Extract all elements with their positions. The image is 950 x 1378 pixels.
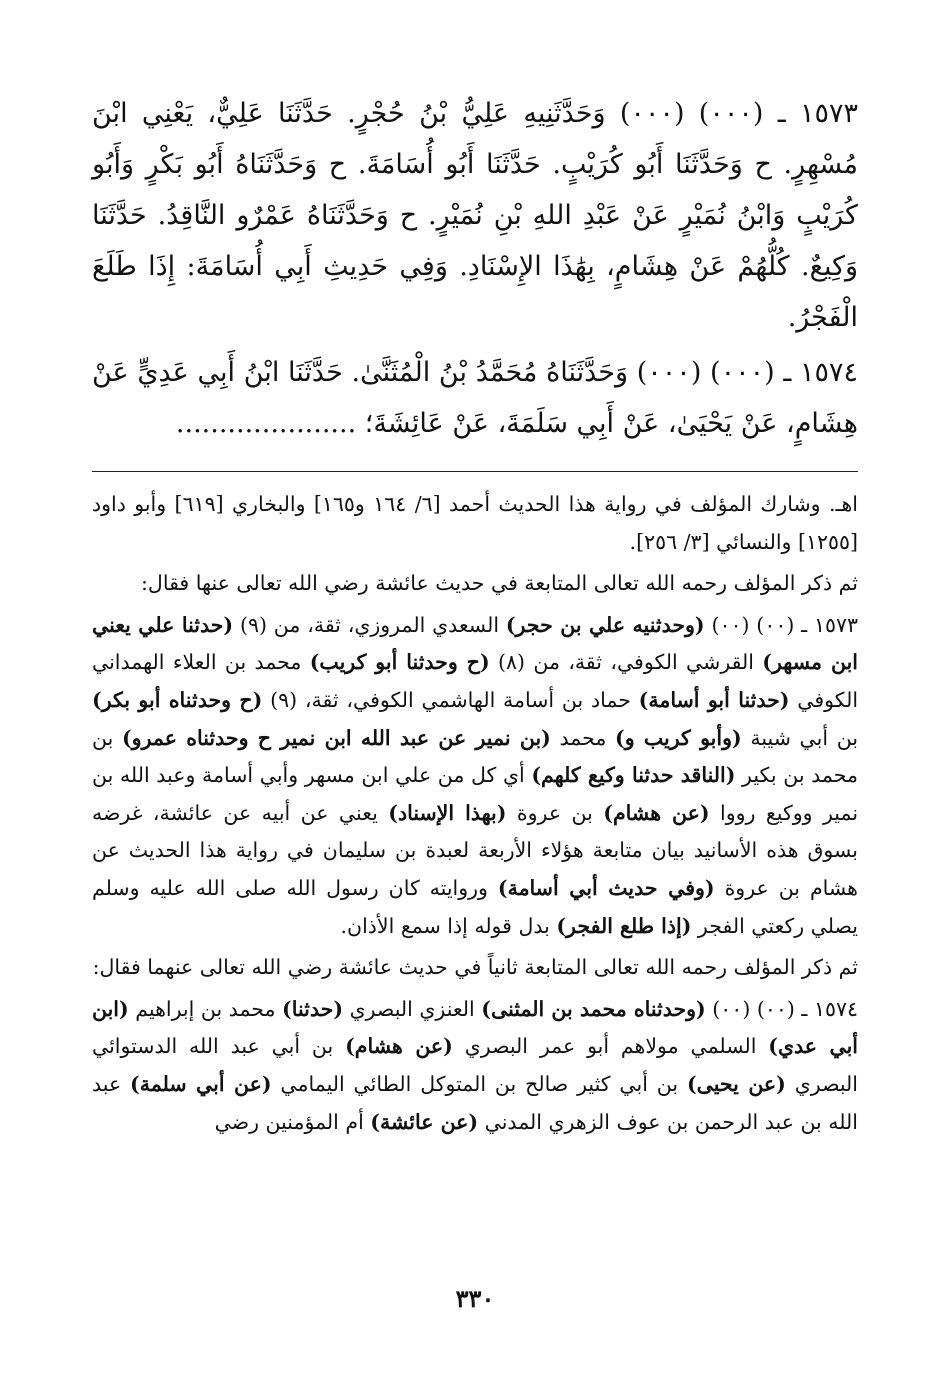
commentary-paragraph-2: ثم ذكر المؤلف رحمه الله تعالى المتابعة في حديث عائشة رضي الله تعالى عنها فقال:	[141, 571, 858, 596]
comm-quote: (حدثنا علي يعني ابن مسهر)	[92, 612, 859, 675]
continuation-dots: .....................	[175, 408, 357, 439]
comm-text: يعني عن أبيه عن عائشة، غرضه بسوق هذه الأسانيد بيان متابعة هؤلاء الأربعة لعبدة بن سليمان في رواية هذا الحديث عن هشام بن عروة	[92, 800, 858, 900]
comm-quote: (عن هشام)	[345, 1034, 453, 1059]
commentary-paragraph-4: ثم ذكر المؤلف رحمه الله تعالى المتابعة ثانياً في حديث عائشة رضي الله تعالى عنهما فقال:	[92, 955, 858, 980]
comm-quote: (عن يحيى)	[686, 1071, 786, 1096]
comm-text: أي كل من علي ابن مسهر وأبي أسامة وعبد الله بن نمير ووكيع رووا	[92, 763, 859, 825]
comm-text: ١٥٧٣ ـ (٠٠) (٠٠)	[704, 612, 859, 637]
commentary-paragraph-1: اهـ. وشارك المؤلف في رواية هذا الحديث أحمد [٦/ ١٦٤ و١٦٥] والبخاري [٦١٩] وأبو داود [١٢٥٥] والنسائي [٣/ ٢٥٦].	[92, 492, 858, 554]
comm-quote: (حدثنا)	[282, 996, 344, 1021]
comm-quote: (الناقد حدثنا وكيع كلهم)	[531, 763, 736, 788]
comm-quote: (وأبو كريب و)	[615, 725, 742, 750]
comm-text: بن عروة	[506, 800, 604, 825]
hadith-text	[92, 88, 858, 449]
footnote-separator	[92, 471, 858, 472]
comm-text: وروايته كان رسول الله صلى الله عليه وسلم يصلي ركعتي الفجر	[92, 875, 858, 938]
comm-text: بن أبي عبد الله الدستوائي البصري	[92, 1034, 858, 1096]
comm-quote: (عن أبي سلمة)	[130, 1071, 272, 1096]
comm-text: محمد	[550, 725, 616, 750]
comm-quote: (بن نمير عن عبد الله ابن نمير ح وحدثناه عمرو)	[121, 725, 551, 750]
page-number: ٣٣٠	[455, 1284, 495, 1313]
comm-quote: (إذا طلع الفجر)	[556, 913, 692, 938]
comm-text: عبد الله بن عبد الرحمن بن عوف الزهري المدني	[92, 1071, 858, 1134]
comm-quote: (وحدثناه محمد بن المثنى)	[481, 996, 706, 1021]
comm-text: السلمي مولاهم أبو عمر البصري	[452, 1034, 769, 1059]
comm-quote: (عن عائشة)	[370, 1109, 479, 1134]
comm-text: ١٥٧٤ ـ (٠٠) (٠٠)	[705, 996, 859, 1021]
comm-quote: (ح وحدثنا أبو كريب)	[309, 650, 490, 675]
hadith-1573: ١٥٧٣ ـ (٠٠٠) (٠٠٠) وَحَدَّثَنِيهِ عَلِيُّ بْنُ حُجْرٍ. حَدَّثَنَا عَلِيٌّ، يَعْنِي ابْنَ مُسْهِرٍ. ح وَحَدَّثَنَا أَبُو كُرَيْبٍ. حَدَّثَنَا أَبُو أُسَامَةَ. ح وَحَدَّثَنَاهُ أَبُو بَكْرٍ وَأَبُو كُرَيْبٍ وَابْنُ نُمَيْرٍ عَنْ عَبْدِ اللهِ بْنِ نُمَيْرٍ. ح وَحَدَّثَنَاهُ عَمْرٌو النَّاقِدُ. حَدَّثَنَا وَكِيعٌ. كُلُّهُمْ عَنْ هِشَامٍ، بِهَٰذَا الإِسْنَادِ. وَفِي حَدِيثِ أَبِي أُسَامَةَ: إِذَا طَلَعَ الْفَجْرُ.	[92, 98, 858, 333]
comm-quote: (عن هشام)	[603, 800, 710, 825]
comm-text: القرشي الكوفي، ثقة، من (٨)	[489, 650, 763, 675]
comm-quote: (وفي حديث أبي أسامة)	[497, 875, 715, 900]
hadith-1574	[92, 347, 858, 449]
commentary-paragraph-3	[92, 607, 858, 945]
commentary-paragraph-5	[92, 991, 858, 1141]
hadith-1574-text: ١٥٧٤ ـ (٠٠٠) (٠٠٠) وَحَدَّثَنَاهُ مُحَمَّدُ بْنُ الْمُثَنَّىٰ. حَدَّثَنَا ابْنُ أَبِي عَدِيٍّ عَنْ هِشَامٍ، عَنْ يَحْيَىٰ، عَنْ أَبِي سَلَمَةَ، عَنْ عَائِشَةَ؛	[92, 357, 859, 439]
comm-text: بن محمد بن بكير	[92, 725, 858, 788]
comm-text: بن أبي كثير صالح بن المتوكل الطائي اليمامي	[271, 1071, 687, 1096]
comm-text: السعدي المروزي، ثقة، من (٩)	[233, 612, 506, 637]
comm-text: محمد بن العلاء الهمداني الكوفي	[92, 650, 859, 712]
comm-text: أم المؤمنين رضي	[214, 1109, 371, 1134]
comm-quote: (ابن أبي عدي)	[92, 996, 858, 1059]
comm-quote: (وحدثنيه علي بن حجر)	[505, 612, 705, 637]
comm-quote: (بهذا الإسناد)	[388, 800, 507, 825]
comm-quote: (ح وحدثناه أبو بكر)	[92, 687, 263, 712]
comm-text: بدل قوله إذا سمع الأذان.	[340, 913, 557, 938]
comm-text: العنزي البصري	[343, 996, 482, 1021]
comm-text: محمد بن إبراهيم	[128, 996, 283, 1021]
comm-text: حماد بن أسامة الهاشمي الكوفي، ثقة، (٩)	[262, 687, 639, 712]
comm-quote: (حدثنا أبو أسامة)	[638, 687, 790, 712]
comm-text: بن أبي شيبة	[741, 725, 859, 750]
commentary	[92, 486, 858, 1141]
